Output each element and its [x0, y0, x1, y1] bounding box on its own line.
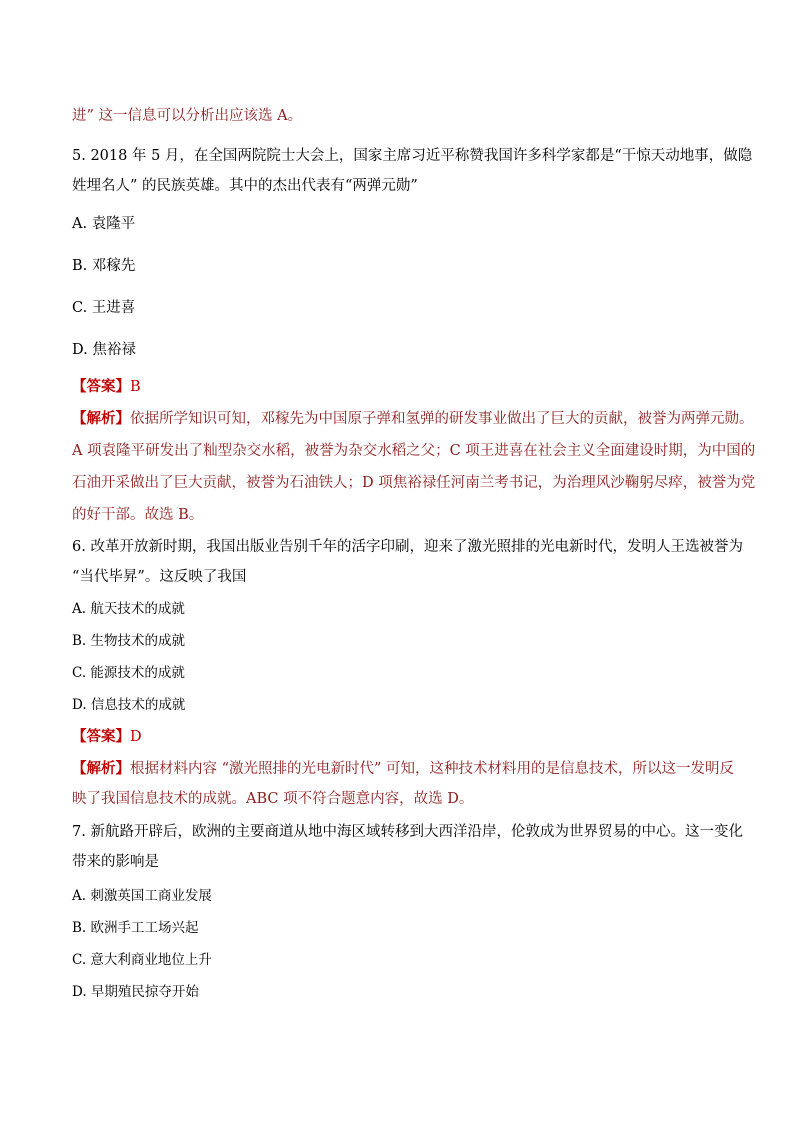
q5-option-d: D. 焦裕禄	[72, 342, 136, 358]
q5-option-c: C. 王进喜	[72, 300, 136, 316]
q5-analysis-line1	[72, 409, 754, 429]
q5-option-b: B. 邓稼先	[72, 258, 136, 274]
q4-analysis-tail: 进” 这一信息可以分析出应该选 A。	[72, 108, 303, 124]
q7-option-a: A. 刺激英国工商业发展	[72, 888, 212, 904]
answer-value: D	[130, 729, 142, 745]
analysis-text: 依据所学知识可知，邓稼先为中国原子弹和氢弹的研发事业做出了巨大的贡献，被誉为两弹元勋。	[130, 411, 754, 427]
analysis-label: 【解析】	[72, 410, 130, 427]
q6-option-c: C. 能源技术的成就	[72, 665, 185, 681]
q6-analysis-line1	[72, 759, 734, 779]
q5-stem-line2: 姓埋名人” 的民族英雄。其中的杰出代表有“两弹元勋”	[72, 178, 418, 194]
q7-option-c: C. 意大利商业地位上升	[72, 952, 212, 968]
analysis-label: 【解析】	[72, 760, 130, 777]
answer-label: 【答案】	[72, 378, 130, 395]
q6-option-d: D. 信息技术的成就	[72, 697, 186, 713]
q5-answer	[72, 377, 141, 397]
answer-label: 【答案】	[72, 728, 130, 745]
analysis-text: 根据材料内容 “激光照排的光电新时代” 可知，这种技术材料用的是信息技术，所以这一发明反	[130, 761, 735, 777]
q5-analysis-line2: A 项袁隆平研发出了籼型杂交水稻，被誉为杂交水稻之父；C 项王进喜在社会主义全面建设时期，为中国的	[72, 443, 756, 459]
q6-answer	[72, 727, 142, 747]
q6-stem-line2: “当代毕昇”。这反映了我国	[72, 569, 247, 585]
q7-option-b: B. 欧洲手工工场兴起	[72, 920, 199, 936]
q5-analysis-line4: 的好干部。故选 B。	[72, 507, 204, 523]
q5-stem-line1: 5. 2018 年 5 月，在全国两院院士大会上，国家主席习近平称赞我国许多科学家都是“干惊天动地事，做隐	[72, 148, 753, 164]
q6-analysis-line2: 映了我国信息技术的成就。ABC 项不符合题意内容，故选 D。	[72, 791, 474, 807]
q7-stem-line2: 带来的影响是	[72, 854, 159, 870]
q7-option-d: D. 早期殖民掠夺开始	[72, 984, 199, 1000]
q6-stem-line1: 6. 改革开放新时期，我国出版业告别千年的活字印刷，迎来了激光照排的光电新时代，发明人王选被誉为	[72, 539, 743, 555]
q5-option-a: A. 袁隆平	[72, 216, 136, 232]
q5-analysis-line3: 石油开采做出了巨大贡献，被誉为石油铁人；D 项焦裕禄任河南兰考书记，为治理风沙鞠躬尽瘁，被誉为党	[72, 475, 756, 491]
q6-option-a: A. 航天技术的成就	[72, 601, 185, 617]
answer-value: B	[130, 379, 141, 395]
q7-stem-line1: 7. 新航路开辟后，欧洲的主要商道从地中海区域转移到大西洋沿岸，伦敦成为世界贸易的中心。这一变化	[72, 824, 743, 840]
q6-option-b: B. 生物技术的成就	[72, 633, 186, 649]
